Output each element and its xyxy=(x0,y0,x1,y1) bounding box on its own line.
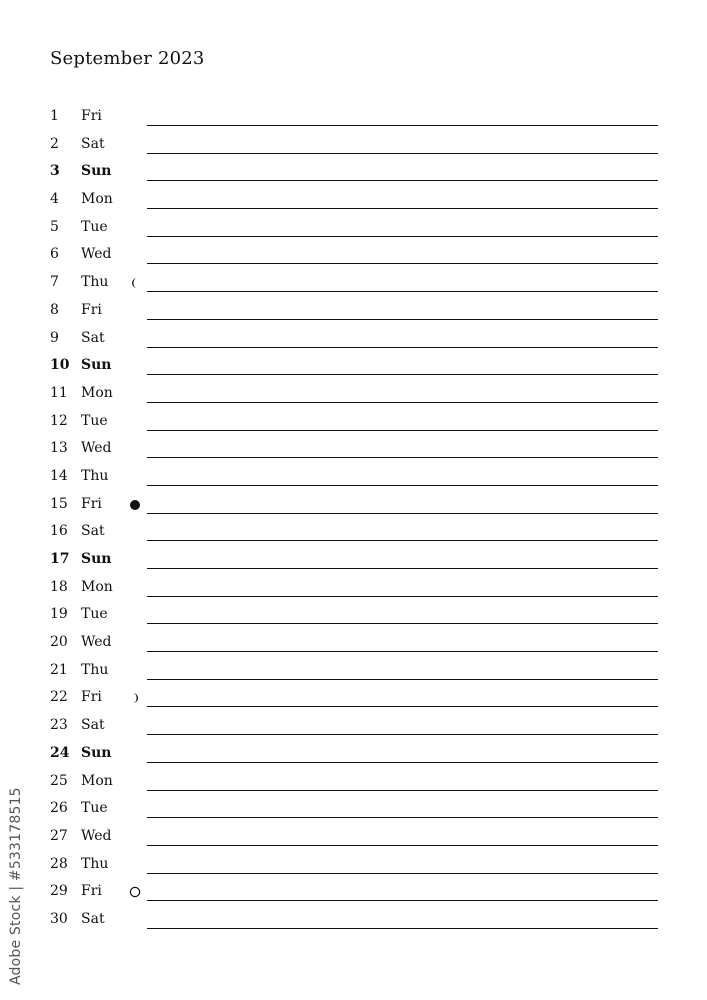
note-line[interactable] xyxy=(147,734,658,735)
first-quarter-moon-icon xyxy=(128,691,142,705)
day-of-week: Wed xyxy=(81,634,112,651)
day-row xyxy=(0,546,707,574)
note-line[interactable] xyxy=(147,928,658,929)
day-row xyxy=(0,712,707,740)
day-of-week: Sat xyxy=(81,135,105,152)
day-row xyxy=(0,601,707,629)
day-row xyxy=(0,491,707,519)
note-line[interactable] xyxy=(147,623,658,624)
day-number: 24 xyxy=(50,744,70,761)
day-number: 13 xyxy=(50,440,68,457)
note-line[interactable] xyxy=(147,263,658,264)
day-of-week: Tue xyxy=(81,218,108,235)
day-row xyxy=(0,435,707,463)
day-row xyxy=(0,297,707,325)
note-line[interactable] xyxy=(147,817,658,818)
day-row xyxy=(0,629,707,657)
note-line[interactable] xyxy=(147,125,658,126)
day-number: 23 xyxy=(50,717,68,734)
stock-watermark-id: Adobe Stock | #533178515 xyxy=(8,787,24,985)
day-number: 19 xyxy=(50,606,68,623)
day-list xyxy=(0,103,707,934)
note-line[interactable] xyxy=(147,540,658,541)
full-moon-icon xyxy=(128,885,142,899)
note-line[interactable] xyxy=(147,706,658,707)
note-line[interactable] xyxy=(147,485,658,486)
day-row xyxy=(0,823,707,851)
day-of-week: Wed xyxy=(81,246,112,263)
note-line[interactable] xyxy=(147,180,658,181)
day-of-week: Thu xyxy=(81,467,109,484)
day-of-week: Tue xyxy=(81,800,108,817)
day-of-week: Thu xyxy=(81,274,109,291)
day-row xyxy=(0,518,707,546)
day-of-week: Sat xyxy=(81,329,105,346)
day-number: 28 xyxy=(50,855,68,872)
note-line[interactable] xyxy=(147,402,658,403)
day-row xyxy=(0,684,707,712)
day-of-week: Mon xyxy=(81,772,113,789)
day-row xyxy=(0,241,707,269)
day-number: 12 xyxy=(50,412,68,429)
note-line[interactable] xyxy=(147,790,658,791)
day-of-week: Wed xyxy=(81,440,112,457)
note-line[interactable] xyxy=(147,679,658,680)
note-line[interactable] xyxy=(147,291,658,292)
day-row xyxy=(0,657,707,685)
day-number: 7 xyxy=(50,274,59,291)
day-row xyxy=(0,380,707,408)
day-number: 9 xyxy=(50,329,59,346)
day-of-week: Sat xyxy=(81,717,105,734)
day-number: 15 xyxy=(50,495,68,512)
day-number: 11 xyxy=(50,384,68,401)
note-line[interactable] xyxy=(147,513,658,514)
day-row xyxy=(0,214,707,242)
day-row xyxy=(0,269,707,297)
day-number: 2 xyxy=(50,135,59,152)
day-row xyxy=(0,795,707,823)
day-row xyxy=(0,103,707,131)
day-number: 4 xyxy=(50,191,59,208)
last-quarter-moon-icon xyxy=(128,276,142,290)
note-line[interactable] xyxy=(147,236,658,237)
day-number: 29 xyxy=(50,883,68,900)
day-of-week: Tue xyxy=(81,606,108,623)
day-row xyxy=(0,768,707,796)
day-of-week: Sat xyxy=(81,910,105,927)
day-of-week: Sun xyxy=(81,163,112,180)
day-of-week: Fri xyxy=(81,495,102,512)
day-row xyxy=(0,906,707,934)
day-number: 5 xyxy=(50,218,59,235)
note-line[interactable] xyxy=(147,873,658,874)
day-of-week: Mon xyxy=(81,191,113,208)
day-of-week: Thu xyxy=(81,661,109,678)
day-number: 8 xyxy=(50,301,59,318)
day-of-week: Mon xyxy=(81,578,113,595)
day-of-week: Fri xyxy=(81,689,102,706)
day-row xyxy=(0,131,707,159)
note-line[interactable] xyxy=(147,568,658,569)
note-line[interactable] xyxy=(147,153,658,154)
day-row xyxy=(0,740,707,768)
note-line[interactable] xyxy=(147,208,658,209)
note-line[interactable] xyxy=(147,651,658,652)
note-line[interactable] xyxy=(147,457,658,458)
day-of-week: Fri xyxy=(81,883,102,900)
day-number: 14 xyxy=(50,467,68,484)
day-number: 25 xyxy=(50,772,68,789)
day-number: 30 xyxy=(50,910,68,927)
day-of-week: Sun xyxy=(81,357,112,374)
day-number: 20 xyxy=(50,634,68,651)
day-of-week: Sat xyxy=(81,523,105,540)
note-line[interactable] xyxy=(147,430,658,431)
day-row xyxy=(0,408,707,436)
day-number: 16 xyxy=(50,523,68,540)
day-of-week: Fri xyxy=(81,108,102,124)
day-number: 27 xyxy=(50,827,68,844)
day-row xyxy=(0,186,707,214)
day-of-week: Tue xyxy=(81,412,108,429)
day-row xyxy=(0,574,707,602)
day-of-week: Sun xyxy=(81,551,112,567)
day-of-week: Mon xyxy=(81,384,113,401)
note-line[interactable] xyxy=(147,845,658,846)
day-row xyxy=(0,352,707,380)
day-number: 17 xyxy=(50,551,70,567)
day-number: 21 xyxy=(50,661,68,678)
note-line[interactable] xyxy=(147,596,658,597)
new-moon-icon xyxy=(128,498,142,512)
note-line[interactable] xyxy=(147,762,658,763)
note-line[interactable] xyxy=(147,347,658,348)
day-row xyxy=(0,463,707,491)
day-number: 26 xyxy=(50,800,68,817)
day-of-week: Wed xyxy=(81,827,112,844)
day-row xyxy=(0,325,707,353)
note-line[interactable] xyxy=(147,374,658,375)
day-of-week: Sun xyxy=(81,744,112,761)
day-number: 1 xyxy=(50,108,59,124)
day-row xyxy=(0,878,707,906)
day-number: 18 xyxy=(50,578,68,595)
day-number: 22 xyxy=(50,689,68,706)
day-of-week: Thu xyxy=(81,855,109,872)
day-number: 10 xyxy=(50,357,70,374)
page-title: September 2023 xyxy=(50,48,205,69)
note-line[interactable] xyxy=(147,319,658,320)
day-row xyxy=(0,158,707,186)
day-number: 6 xyxy=(50,246,59,263)
day-of-week: Fri xyxy=(81,301,102,318)
day-number: 3 xyxy=(50,163,60,180)
day-row xyxy=(0,851,707,879)
note-line[interactable] xyxy=(147,900,658,901)
